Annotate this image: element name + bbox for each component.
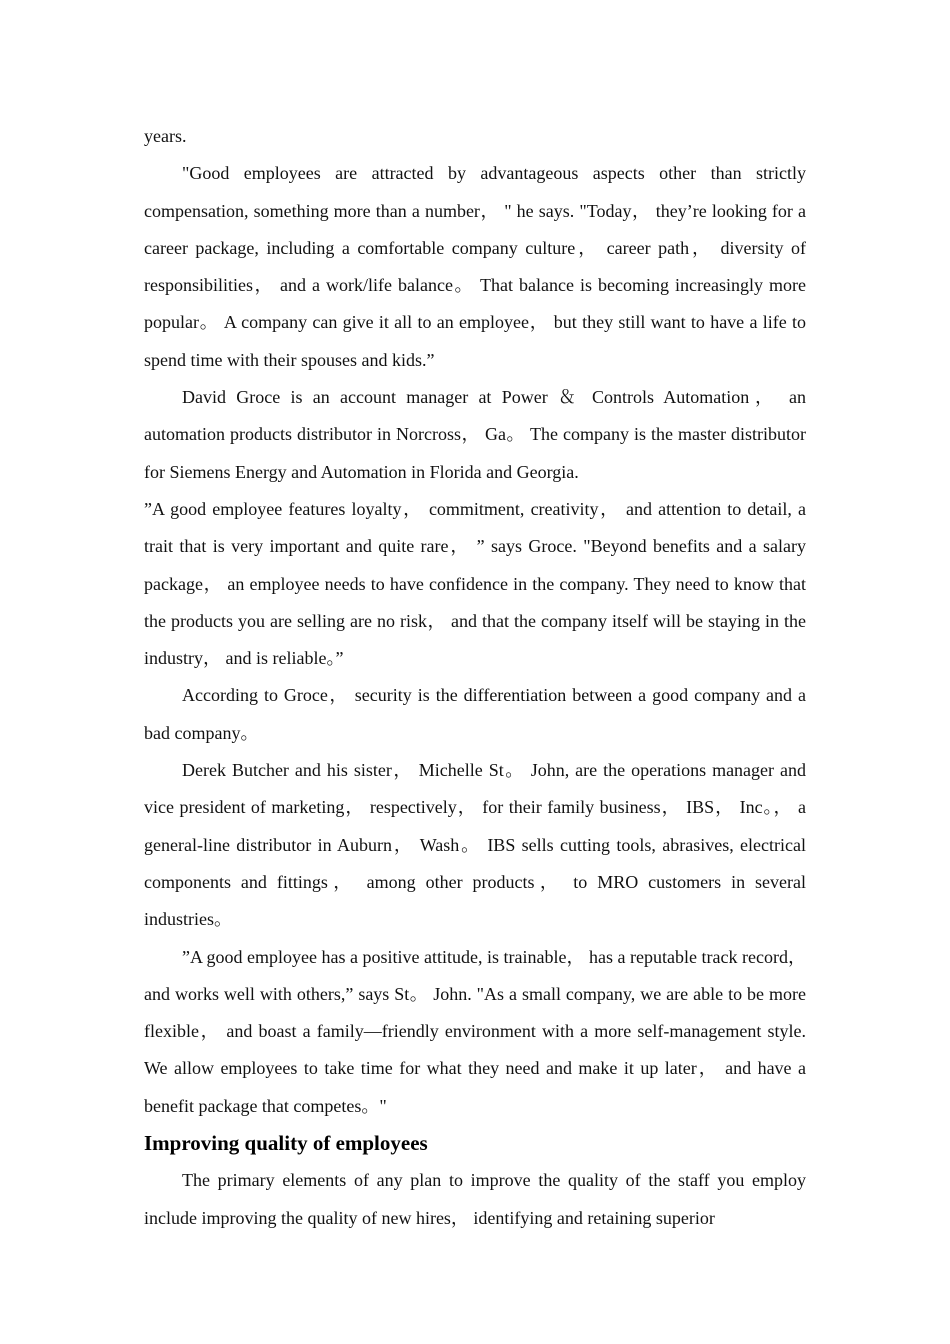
paragraph-primary-elements: The primary elements of any plan to improve the quality of the staff you employ include improving the quality of new hires， identifying and retaining superior [144,1170,806,1228]
paragraph-david-groce: David Groce is an account manager at Power ＆ Controls Automation， an automation products distributor in Norcross， Ga。 The company is the master distributor for Siemens Energy and Automation in Florida and Georgia. [144,387,806,482]
paragraph-st-john-quote: ”A good employee has a positive attitude, is trainable， has a reputable track record， and works well with others,” says St。 John. "As a small company, we are able to be more flexible， and boast a family—friendly environment with a more self-management style. We allow employees to take time for what they need and make it up later， and have a benefit package that competes。" [144,946,806,1116]
section-heading: Improving quality of employees [144,1131,428,1156]
paragraph-derek-butcher: Derek Butcher and his sister， Michelle St。 John, are the operations manager and vice president of marketing， respectively， for their family business， IBS， Inc。， a general-line distributor in Auburn， Wash。 IBS sells cutting tools, abrasives, electrical components and fittings， among other products， to MRO customers in several industries。 [144,760,806,930]
paragraph-security: According to Groce， security is the differentiation between a good company and a bad company。 [144,685,806,743]
document-page [144,118,806,1237]
paragraph-groce-quote: ”A good employee features loyalty， commitment, creativity， and attention to detail, a trait that is very important and quite rare， ” says Groce. "Beyond benefits and a salary package， an employee needs to have confidence in the company. They need to know that the products you are selling are no risk， and that the company itself will be staying in the industry， and is reliable。” [144,498,806,669]
paragraph-years: years. [144,126,187,146]
paragraph-good-employees-quote: "Good employees are attracted by advantageous aspects other than strictly compensation, something more than a number， " he says. "Today， they’re looking for a career package, including a comfortable company culture， career path， diversity of responsibilities， and a work/life balance。 That balance is becoming increasingly more popular。 A company can give it all to an employee， but they still want to have a life to spend time with their spouses and kids.” [144,163,806,370]
